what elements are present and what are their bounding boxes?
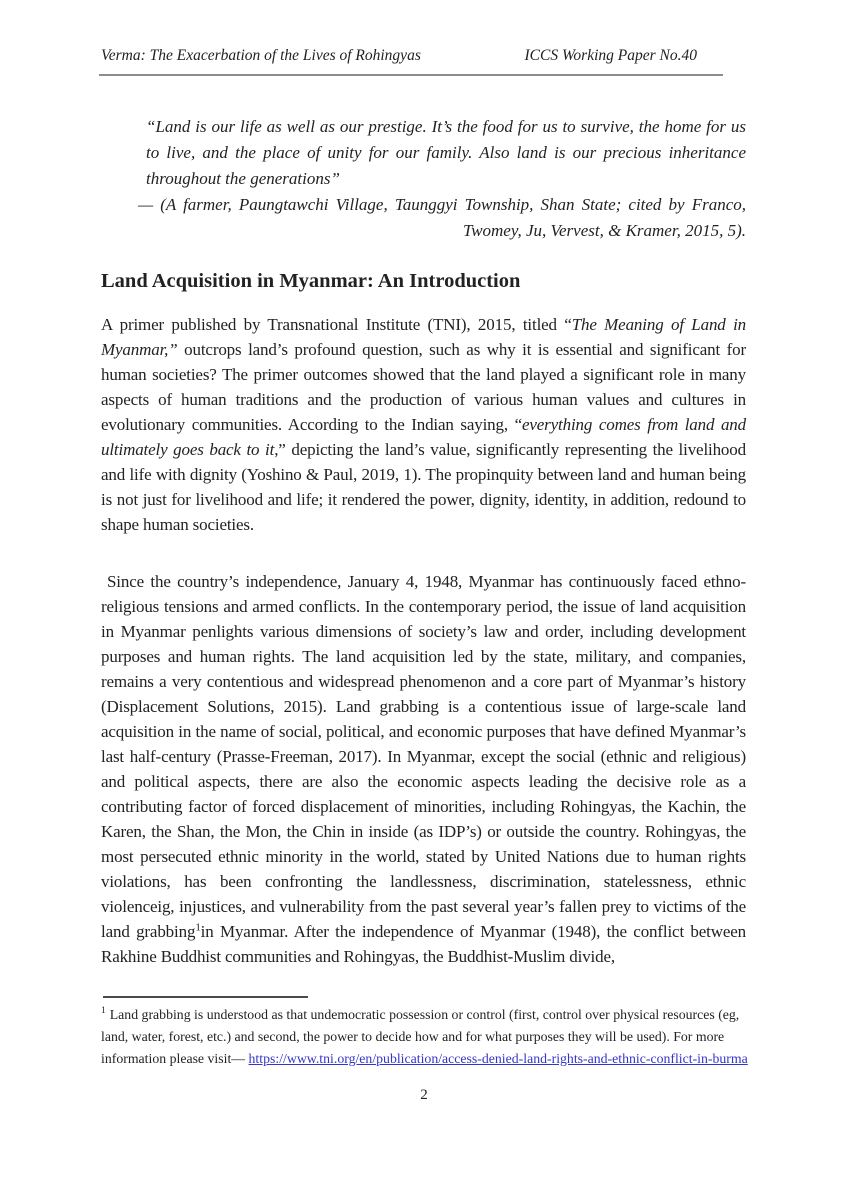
section-heading: Land Acquisition in Myanmar: An Introduction <box>101 270 521 292</box>
epigraph <box>101 114 746 244</box>
footnote-marker: 1 <box>195 921 201 934</box>
text-segment: in Myanmar. After the independence of Myanmar (1948), the conflict between Rakhine Buddhist communities and Rohingyas, the Buddhist-Muslim divide, <box>101 922 747 966</box>
page-header <box>101 46 697 66</box>
footnote-area <box>101 996 758 1070</box>
epigraph-quote-text: “Land is our life as well as our prestige. It’s the food for us to survive, the home for us to live, and the place of unity for our family. Also land is our precious inheritance throughout the generations” <box>146 117 746 188</box>
footnote-text <box>101 1004 758 1070</box>
header-rule <box>99 74 723 76</box>
paper-number: ICCS Working Paper No.40 <box>524 47 697 64</box>
footnote-marker: 1 <box>101 1006 106 1017</box>
intro-paragraph-2 <box>101 569 746 969</box>
text-segment: A primer published by Transnational Institute (TNI), 2015, titled “ <box>101 315 572 334</box>
text-segment: outcrops land’s profound question, such as why it is essential and significant for human societies? The primer outcomes showed that the land played a significant role in many aspects of human traditions and the production of various human values and cultures in evolutionary communities. According to the Indian saying, “ <box>101 340 746 434</box>
running-head: Verma: The Exacerbation of the Lives of Rohingyas <box>101 47 421 64</box>
text-segment: Since the country’s independence, January 4, 1948, Myanmar has continuously faced ethno-religious tensions and armed conflicts. In the contemporary period, the issue of land acquisition in Myanmar penlights various dimensions of society’s law and order, including development purposes and human rights. The land acquisition led by the state, military, and companies, remains a very contentious and widespread phenomenon and a core part of Myanmar’s history (Displacement Solutions, 2015). Land grabbing is a contentious issue of large-scale land acquisition in the name of social, political, and economic purposes that have defined Myanmar’s last half-century (Prasse-Freeman, 2017). In Myanmar, except the social (ethnic and religious) and political aspects, there are also the economic aspects leading the decisive role as a contributing factor of forced displacement of minorities, including Rohingyas, the Kachin, the Karen, the Shan, the Mon, the Chin in inside (as IDP’s) or outside the country. Rohingyas, the most persecuted ethnic minority in the world, stated by United Nations due to human rights violations, has been confronting the landlessness, discrimination, statelessness, ethnic violenceig, injustices, and vulnerability from the past several year’s fallen prey to victims of the land grabbing <box>101 572 746 941</box>
text-segment: Land grabbing is understood as that undemocratic possession or control (first, control over physical resources (eg, land, water, forest, etc.) and second, the power to decide how and for what purposes they will be used). For more information please visit— <box>101 1007 740 1066</box>
footnote-link[interactable]: https://www.tni.org/en/publication/access-denied-land-rights-and-ethnic-conflict-in-burma <box>248 1051 748 1066</box>
text-segment: everything comes from land and ultimately goes back to it <box>101 415 746 459</box>
text-segment: The Meaning of Land in Myanmar,” <box>101 315 746 359</box>
page-number: 2 <box>420 1087 428 1103</box>
footnote-separator <box>103 996 308 998</box>
text-segment: ,” depicting the land’s value, significantly representing the livelihood and life with dignity (Yoshino & Paul, 2019, 1). The propinquity between land and human being is not just for livelihood and life; it rendered the power, dignity, identity, in addition, redound to shape human societies. <box>101 440 746 534</box>
intro-paragraph-1 <box>101 312 746 537</box>
epigraph-attribution: — (A farmer, Paungtawchi Village, Taunggyi Township, Shan State; cited by Franco, Twomey, Ju, Vervest, & Kramer, 2015, 5). <box>138 195 746 240</box>
